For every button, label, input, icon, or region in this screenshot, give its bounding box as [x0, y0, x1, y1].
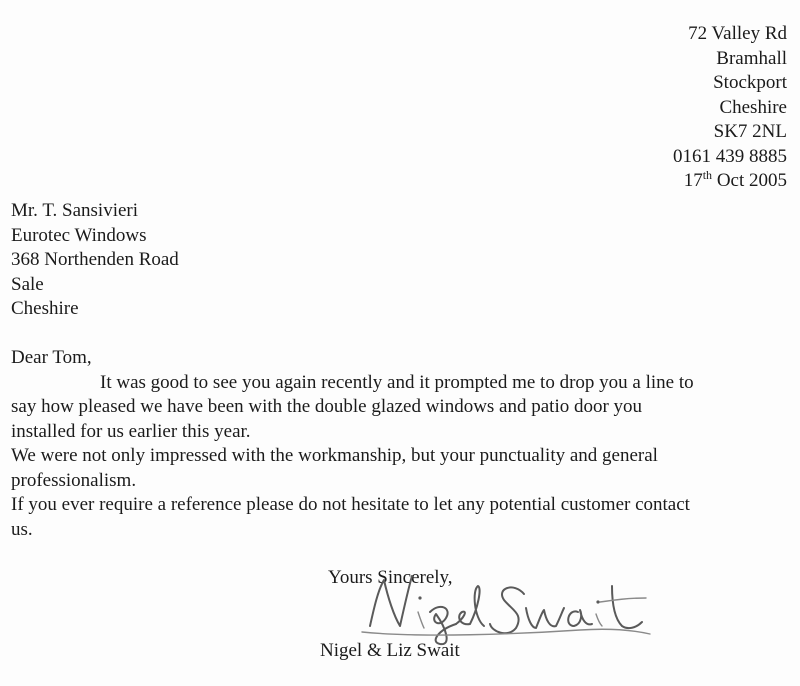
- sender-county: Cheshire: [719, 96, 787, 118]
- sender-address: [673, 22, 787, 194]
- sender-postcode: SK7 2NL: [713, 121, 787, 142]
- letter-body: [11, 346, 786, 542]
- body-line: say how pleased we have been with the double glazed windows and patio door you: [11, 396, 643, 417]
- handwritten-signature: [360, 568, 660, 648]
- body-line: us.: [11, 518, 33, 540]
- salutation: Dear Tom,: [11, 347, 92, 368]
- recipient-name: Mr. T. Sansivieri: [11, 200, 139, 221]
- body-line: We were not only impressed with the workmanship, but your punctuality and general: [11, 445, 658, 466]
- signatory-names: Nigel & Liz Swait: [320, 640, 460, 661]
- recipient-address: [11, 199, 179, 322]
- sender-district: Bramhall: [716, 47, 787, 69]
- letter-date: [673, 169, 787, 194]
- sender-phone: 0161 439 8885: [673, 145, 787, 167]
- date-suffix: th: [702, 168, 713, 182]
- sender-street: 72 Valley Rd: [688, 23, 787, 44]
- sender-town: Stockport: [713, 72, 787, 93]
- body-line: installed for us earlier this year.: [11, 420, 251, 442]
- body-line: It was good to see you again recently and it prompted me to drop you a line to: [100, 371, 694, 393]
- recipient-town: Sale: [11, 273, 44, 295]
- date-rest: Oct 2005: [712, 170, 787, 191]
- valediction: Yours Sincerely,: [328, 567, 453, 588]
- recipient-company: Eurotec Windows: [11, 224, 147, 246]
- recipient-street: 368 Northenden Road: [11, 249, 179, 270]
- date-day: 17: [683, 170, 703, 191]
- body-line: If you ever require a reference please do not hesitate to let any potential customer contact: [11, 494, 690, 515]
- recipient-county: Cheshire: [11, 298, 79, 319]
- body-line: professionalism.: [11, 469, 137, 491]
